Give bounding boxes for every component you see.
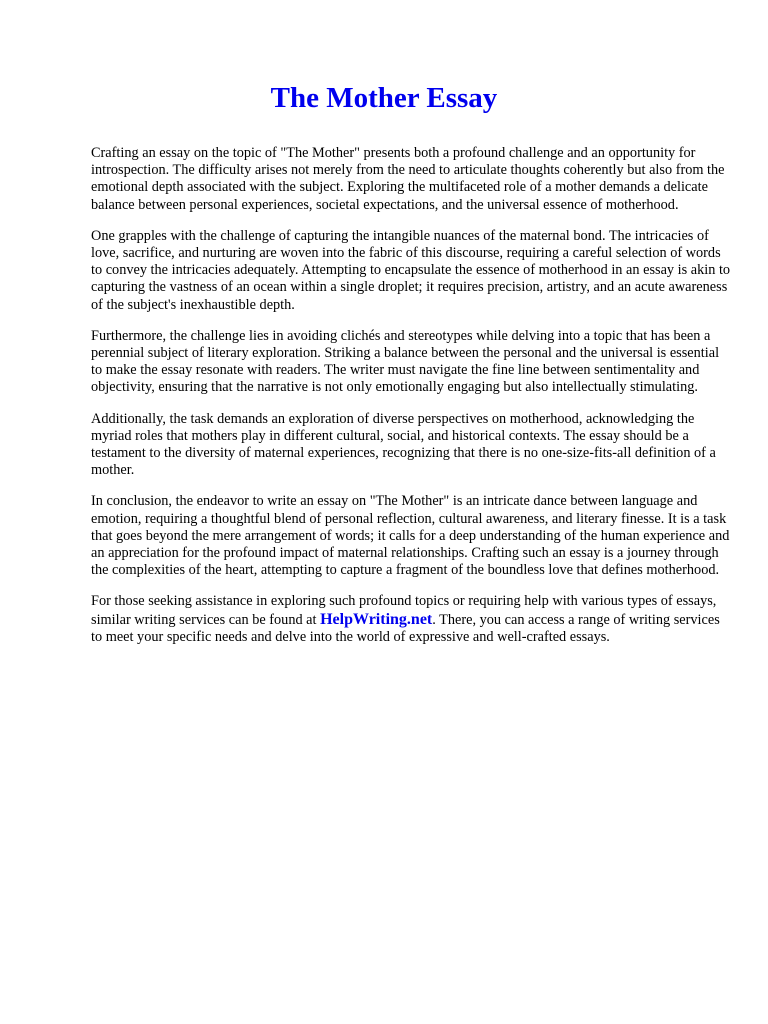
paragraph-5: In conclusion, the endeavor to write an essay on "The Mother" is an intricate dance between language and emotion, requiring a thoughtful blend of personal reflection, cultural awareness, and literary finesse. It is a task that goes beyond the mere arrangement of words; it calls for a deep understanding of the human experience and an appreciation for the profound impact of maternal relationships. Crafting such an essay is a journey through the complexities of the heart, attempting to capture a fragment of the boundless love that defines motherhood. bbox=[91, 493, 730, 579]
paragraph-4: Additionally, the task demands an exploration of diverse perspectives on motherhood, acknowledging the myriad roles that mothers play in different cultural, social, and historical contexts. The essay should be a testament to the diversity of maternal experiences, recognizing that there is no one-size-fits-all definition of a mother. bbox=[91, 410, 716, 479]
paragraph-2: One grapples with the challenge of capturing the intangible nuances of the maternal bond. The intricacies of love, sacrifice, and nurturing are woven into the fabric of this discourse, requiring a careful selection of words to convey the intricacies adequately. Attempting to encapsulate the essence of motherhood in an essay is akin to capturing the vastness of an ocean within a single droplet; it requires precision, artistry, and an acute awareness of the subject's inexhaustible depth. bbox=[91, 227, 731, 313]
helpwriting-link[interactable]: HelpWriting.net bbox=[320, 610, 433, 628]
essay-body bbox=[91, 145, 733, 660]
page-title: The Mother Essay bbox=[270, 82, 498, 114]
paragraph-6-before-link: For those seeking assistance in exploring such profound topics or requiring help with various types of essays, similar writing services can be found at bbox=[91, 593, 717, 628]
paragraph-6 bbox=[91, 593, 733, 646]
paragraph-3: Furthermore, the challenge lies in avoiding clichés and stereotypes while delving into a topic that has been a perennial subject of literary exploration. Striking a balance between the personal and the universal is essential to make the essay resonate with readers. The writer must navigate the fine line between sentimentality and objectivity, ensuring that the narrative is not only emotionally engaging but also intellectually stimulating. bbox=[91, 327, 720, 396]
paragraph-6-after-link: . There, you can access a range of writing services to meet your specific needs and delve into the world of expressive and well-crafted essays. bbox=[91, 611, 720, 645]
paragraph-1: Crafting an essay on the topic of "The Mother" presents both a profound challenge and an opportunity for introspection. The difficulty arises not merely from the need to articulate thoughts coherently but also from the emotional depth associated with the subject. Exploring the multifaceted role of a mother demands a delicate balance between personal experiences, societal expectations, and the universal essence of motherhood. bbox=[91, 145, 725, 213]
